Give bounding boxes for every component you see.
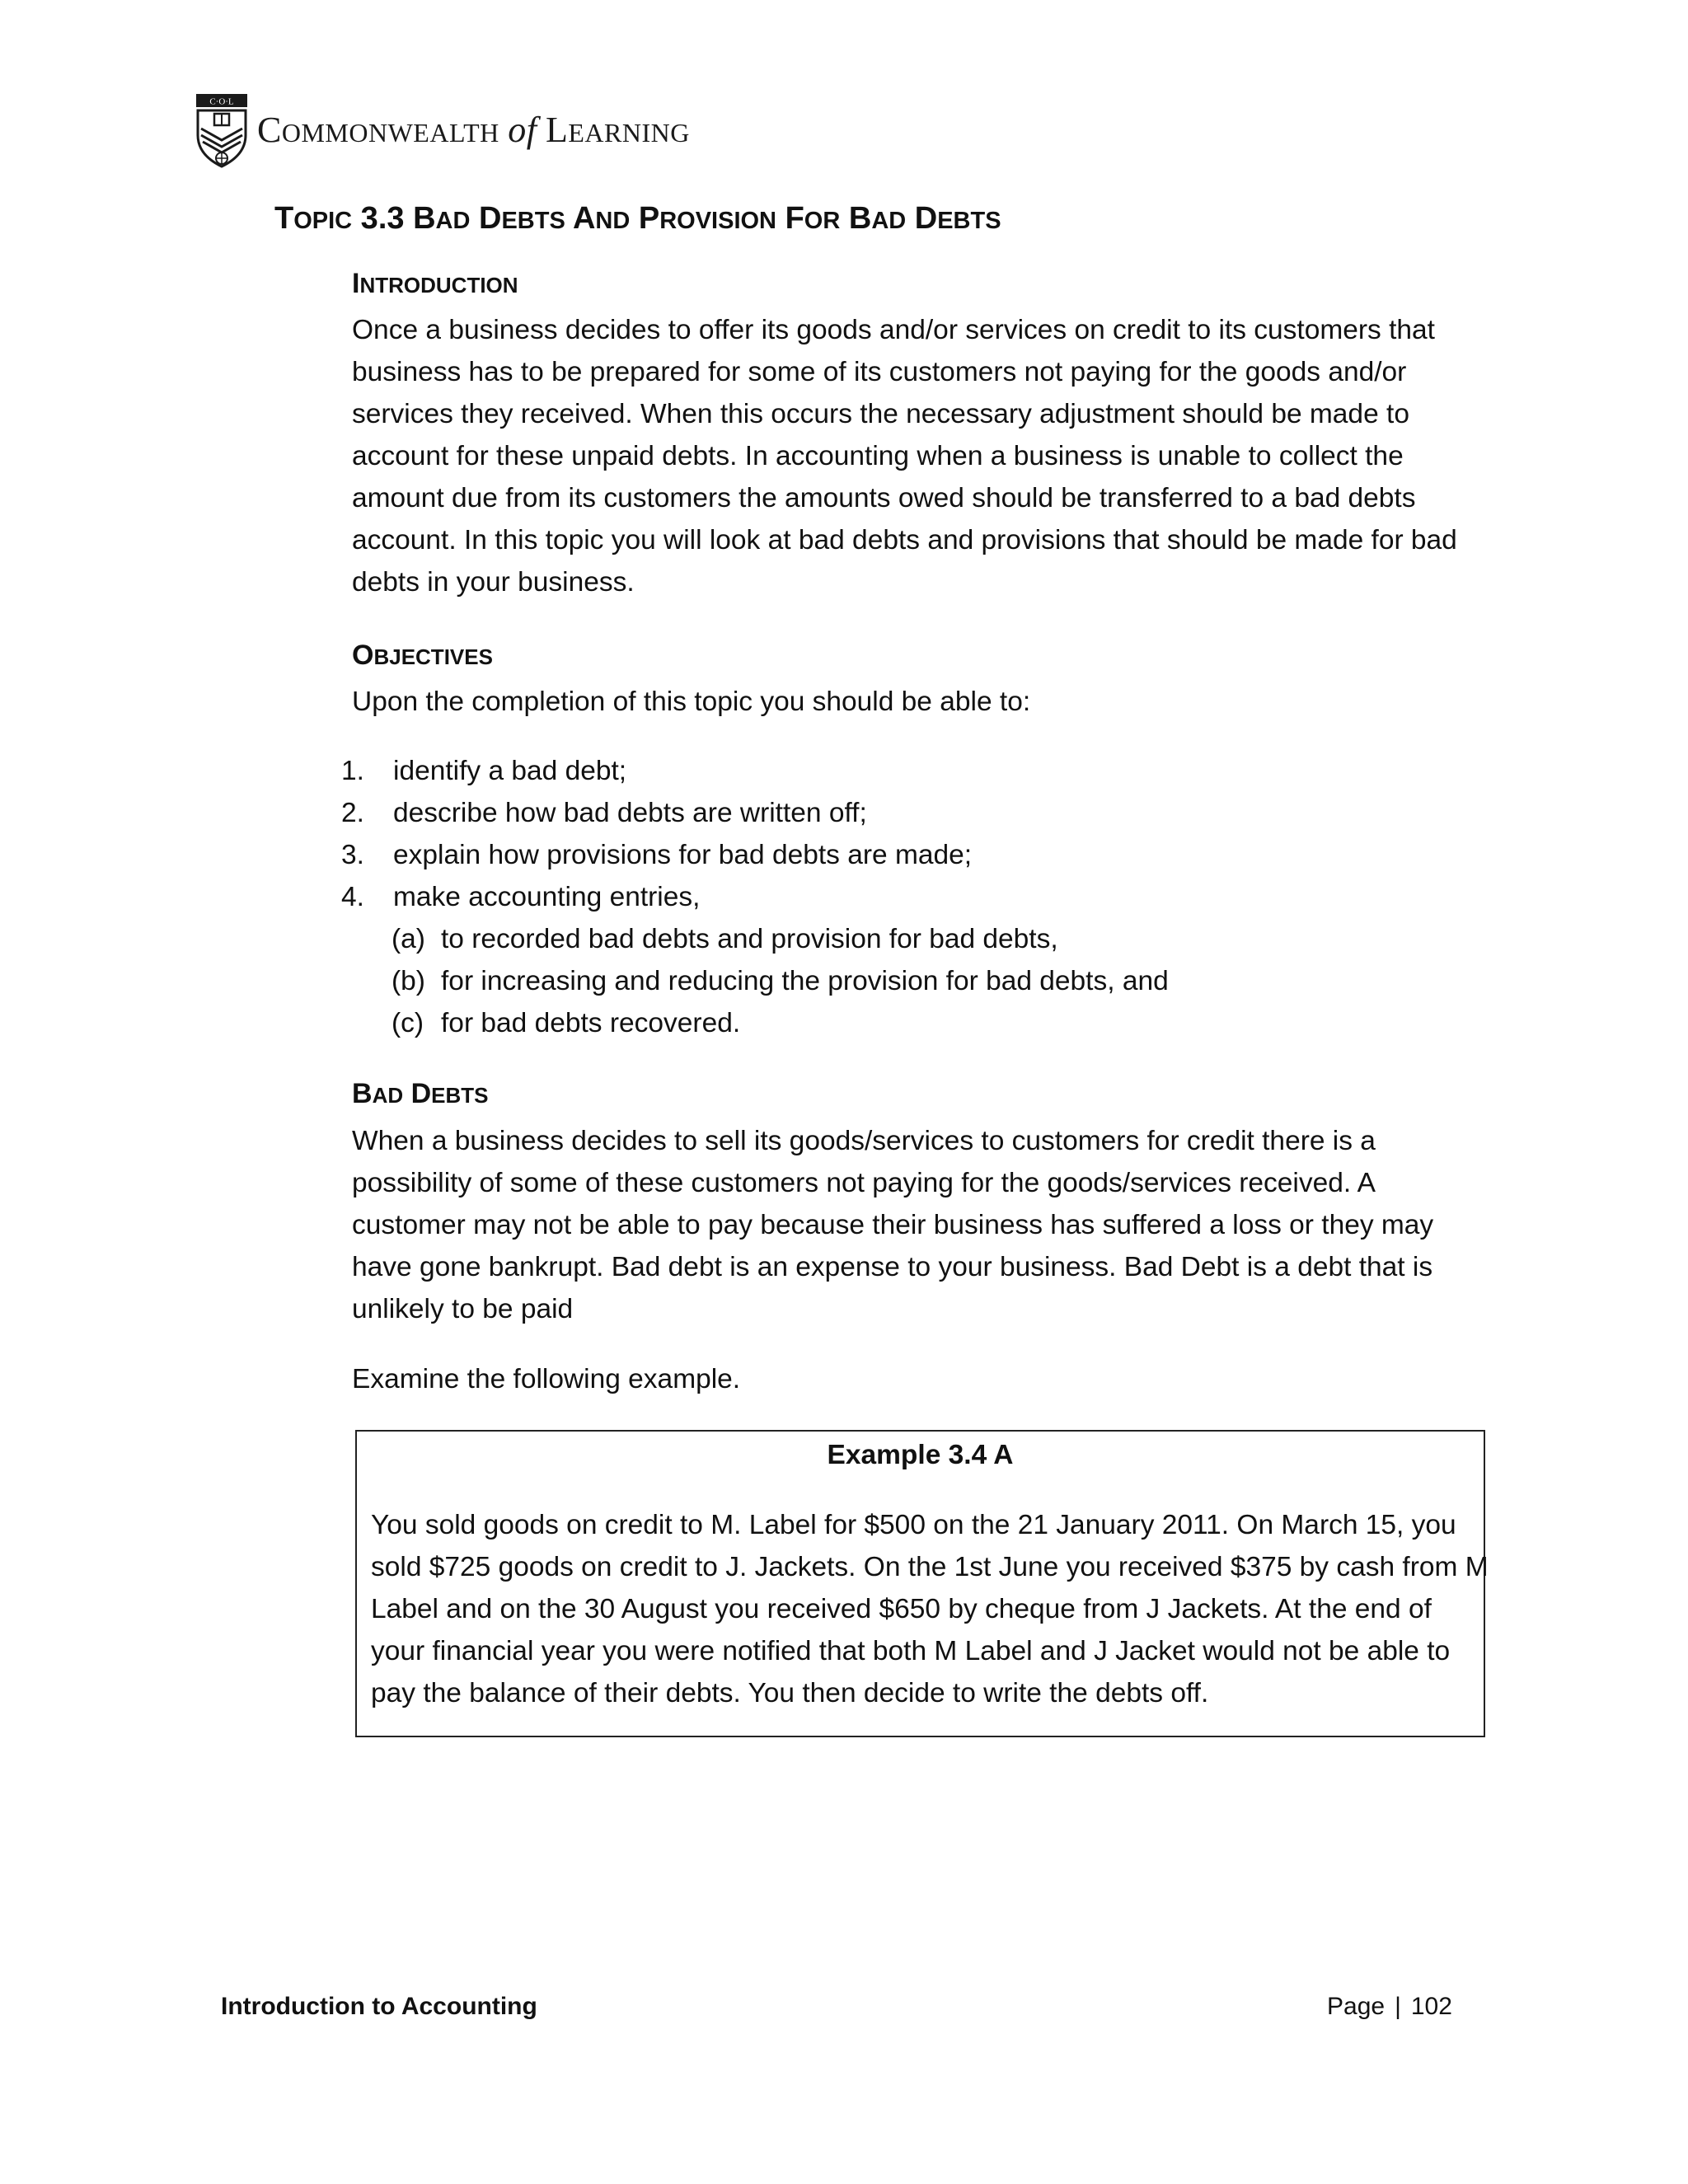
paragraph-line: services they received. When this occurs the necessary adjustment should be made to (352, 399, 1409, 429)
objectives-heading: OBJECTIVES (352, 640, 493, 671)
paragraph-line: amount due from its customers the amounts owed should be transferred to a bad debts (352, 483, 1416, 513)
examine-instruction: Examine the following example. (352, 1364, 741, 1394)
page-number: 102 (1410, 1993, 1452, 2020)
paragraph-line: possibility of some of these customers not paying for the goods/services received. A (352, 1168, 1376, 1198)
example-box (355, 1430, 1489, 1737)
example-body (371, 1504, 1489, 1714)
footer-course-title: Introduction to Accounting (221, 1993, 537, 2020)
paragraph-line: You sold goods on credit to M. Label for $500 on the 21 January 2011. On March 15, you (371, 1510, 1456, 1540)
bad-debts-paragraph (352, 1120, 1433, 1330)
objectives-intro: Upon the completion of this topic you should be able to: (352, 687, 1031, 717)
paragraph-line: your financial year you were notified that both M Label and J Jacket would not be able to (371, 1636, 1451, 1666)
paragraph-line: Once a business decides to offer its goods and/or services on credit to its customers that (352, 315, 1435, 345)
example-title: Example 3.4 A (827, 1440, 1014, 1470)
paragraph-line: account for these unpaid debts. In accounting when a business is unable to collect the (352, 441, 1404, 471)
footer-page-number (1327, 1993, 1452, 2021)
page-title: TOPIC 3.3 BAD DEBTS AND PROVISION FOR BAD DEBTS (274, 201, 1001, 236)
paragraph-line: pay the balance of their debts. You then decide to write the debts off. (371, 1678, 1209, 1708)
paragraph-line: business has to be prepared for some of its customers not paying for the goods and/or (352, 357, 1407, 387)
paragraph-line: Label and on the 30 August you received $650 by cheque from J Jackets. At the end of (371, 1594, 1432, 1624)
paragraph-line: customer may not be able to pay because their business has suffered a loss or they may (352, 1210, 1434, 1240)
paragraph-line: account. In this topic you will look at bad debts and provisions that should be made for bad (352, 525, 1457, 555)
paragraph-line: have gone bankrupt. Bad debt is an expense to your business. Bad Debt is a debt that is (352, 1252, 1433, 1282)
paragraph-line: debts in your business. (352, 567, 635, 598)
logo-wordmark: COMMONWEALTH of LEARNING (257, 110, 690, 150)
page-separator: | (1395, 1993, 1401, 2020)
page-label: Page (1327, 1993, 1386, 2020)
paragraph-line: unlikely to be paid (352, 1294, 574, 1324)
paragraph-line: sold $725 goods on credit to J. Jackets. On the 1st June you received $375 by cash from M (371, 1552, 1489, 1582)
introduction-paragraph (352, 309, 1457, 603)
logo-badge-text: C·O·L (209, 96, 234, 107)
paragraph-line: When a business decides to sell its goods/services to customers for credit there is a (352, 1126, 1376, 1156)
col-crest-icon (195, 92, 249, 168)
commonwealth-of-learning-logo (195, 92, 690, 168)
introduction-heading: INTRODUCTION (352, 268, 518, 299)
bad-debts-heading: BAD DEBTS (352, 1078, 489, 1109)
